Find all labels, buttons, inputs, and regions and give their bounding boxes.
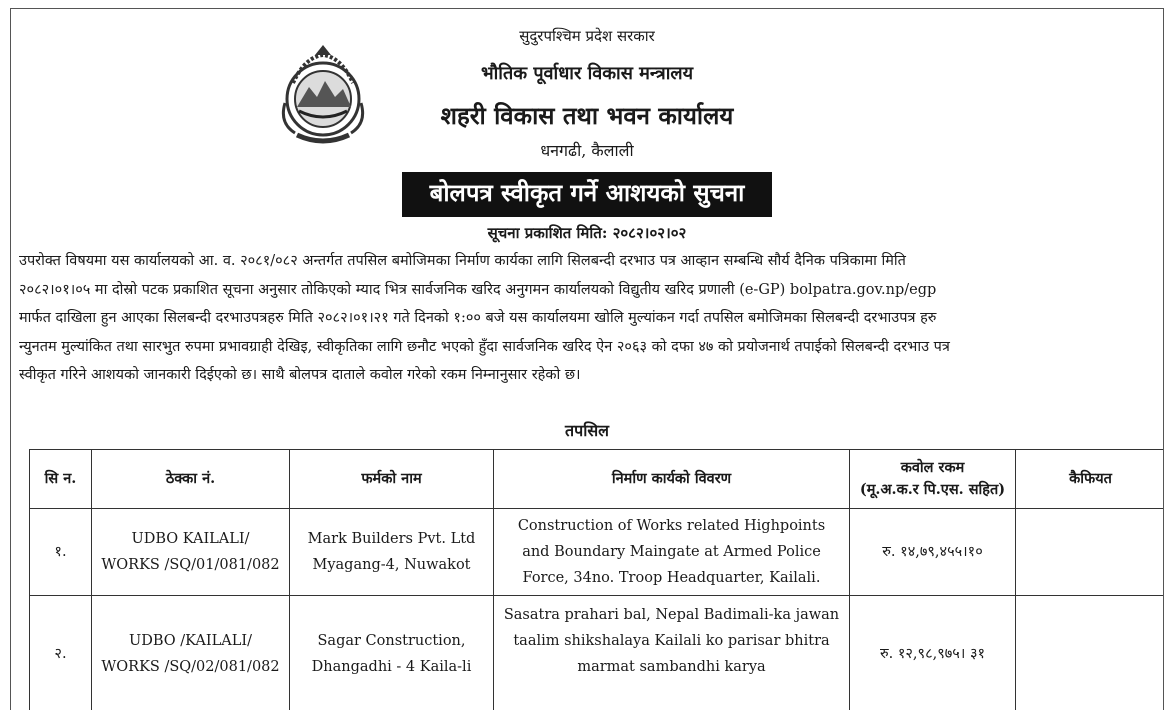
- work-desc-line: Construction of Works related Highpoints: [517, 518, 826, 534]
- paragraph-line: २०८२।०१।०५ मा दोस्रो पटक प्रकाशित सूचना अनुसार तोकिएको म्याद भित्र सार्वजनिक खरिद अनुगमन कार्यालयको विद्युतीय खरिद प्रणाली (e-GP) bolpatra.gov.np/egp: [19, 281, 937, 298]
- amount-header-line1: कवोल रकम: [900, 459, 965, 476]
- published-date: सूचना प्रकाशित मिति: २०८२।०२।०२: [487, 224, 687, 242]
- contract-no-line: UDBO /KAILALI/: [129, 633, 252, 649]
- cell-contract-no: [92, 596, 290, 710]
- bid-table: [29, 449, 1164, 710]
- cell-work-desc: [494, 596, 850, 710]
- table-row: [30, 596, 1165, 710]
- contract-no-line: WORKS /SQ/01/081/082: [101, 557, 280, 573]
- firm-name-line: Mark Builders Pvt. Ltd: [307, 531, 476, 547]
- cell-firm-name: [290, 596, 494, 710]
- province-government-heading: सुदुरपश्चिम प्रदेश सरकार: [519, 27, 655, 45]
- work-desc-line: marmat sambandhi karya: [577, 659, 766, 675]
- col-header-amount: [850, 450, 1016, 509]
- notice-title: बोलपत्र स्वीकृत गर्ने आशयको सुचना: [402, 172, 773, 217]
- cell-amount: रु. १४,७९,४५५।१०: [850, 509, 1016, 596]
- amount-header-line2: (मू.अ.क.र पि.एस. सहित): [859, 481, 1006, 498]
- col-header-remarks: कैफियत: [1016, 450, 1165, 509]
- col-header-work-desc: निर्माण कार्यको विवरण: [494, 450, 850, 509]
- work-desc-line: Sasatra prahari bal, Nepal Badimali-ka jawan: [503, 607, 840, 623]
- notice-paragraph: [19, 247, 1163, 390]
- cell-firm-name: [290, 509, 494, 596]
- cell-contract-no: [92, 509, 290, 596]
- notice-title-banner: [11, 172, 1163, 217]
- table-row: [30, 509, 1165, 596]
- office-heading: शहरी विकास तथा भवन कार्यालय: [440, 101, 734, 130]
- col-header-contract-no: ठेक्का नं.: [92, 450, 290, 509]
- cell-work-desc: [494, 509, 850, 596]
- cell-sn: २.: [30, 596, 92, 710]
- col-header-sn: सि न.: [30, 450, 92, 509]
- paragraph-line: उपरोक्त विषयमा यस कार्यालयको आ. व. २०८१/०८२ अन्तर्गत तपसिल बमोजिमका निर्माण कार्यका लागि सिलबन्दी दरभाउ पत्र आव्हान सम्बन्धि सौर्य दैनिक पत्रिकामा मिति: [19, 253, 906, 269]
- details-heading: तपसिल: [564, 421, 610, 440]
- contract-no-line: WORKS /SQ/02/081/082: [101, 659, 280, 675]
- paragraph-line: मार्फत दाखिला हुन आएका सिलबन्दी दरभाउपत्रहरु मिति २०८२।०१।२१ गते दिनको १:०० बजे यस कार्यालयमा खोलि मुल्यांकन गर्दा तपसिल बमोजिमका सिलबन्दी दरभाउपत्र हरु: [19, 310, 937, 326]
- contract-no-line: UDBO KAILALI/: [131, 531, 250, 547]
- work-desc-line: and Boundary Maingate at Armed Police: [522, 544, 821, 560]
- cell-remarks: [1016, 596, 1165, 710]
- table-header-row: [30, 450, 1165, 509]
- ministry-heading: भौतिक पूर्वाधार विकास मन्त्रालय: [480, 63, 694, 84]
- office-location: धनगढी, कैलाली: [540, 141, 634, 160]
- work-desc-line: taalim shikshalaya Kailali ko parisar bhitra: [513, 633, 830, 649]
- paragraph-line: स्वीकृत गरिने आशयको जानकारी दिईएको छ। साथै बोलपत्र दाताले कवोल गरेको रकम निम्नानुसार रहेको छ।: [19, 367, 581, 383]
- cell-remarks: [1016, 509, 1165, 596]
- firm-name-line: Myagang-4, Nuwakot: [312, 557, 471, 573]
- firm-name-line: Sagar Construction,: [317, 633, 466, 649]
- firm-name-line: Dhangadhi - 4 Kaila-li: [311, 659, 472, 675]
- col-header-firm-name: फर्मको नाम: [290, 450, 494, 509]
- cell-amount: रु. १२,९८,९७५। ३१: [850, 596, 1016, 710]
- work-desc-line: Force, 34no. Troop Headquarter, Kailali.: [522, 570, 821, 586]
- notice-document: [10, 8, 1164, 710]
- paragraph-line: न्युनतम मुल्यांकित तथा सारभुत रुपमा प्रभावग्राही देखिइ, स्वीकृतिका लागि छनौट भएको हुँदा सार्वजनिक खरिद ऐन २०६३ को दफा ४७ को प्रयोजनार्थ तपाईको सिलबन्दी दरभाउ पत्र: [19, 338, 950, 355]
- cell-sn: १.: [30, 509, 92, 596]
